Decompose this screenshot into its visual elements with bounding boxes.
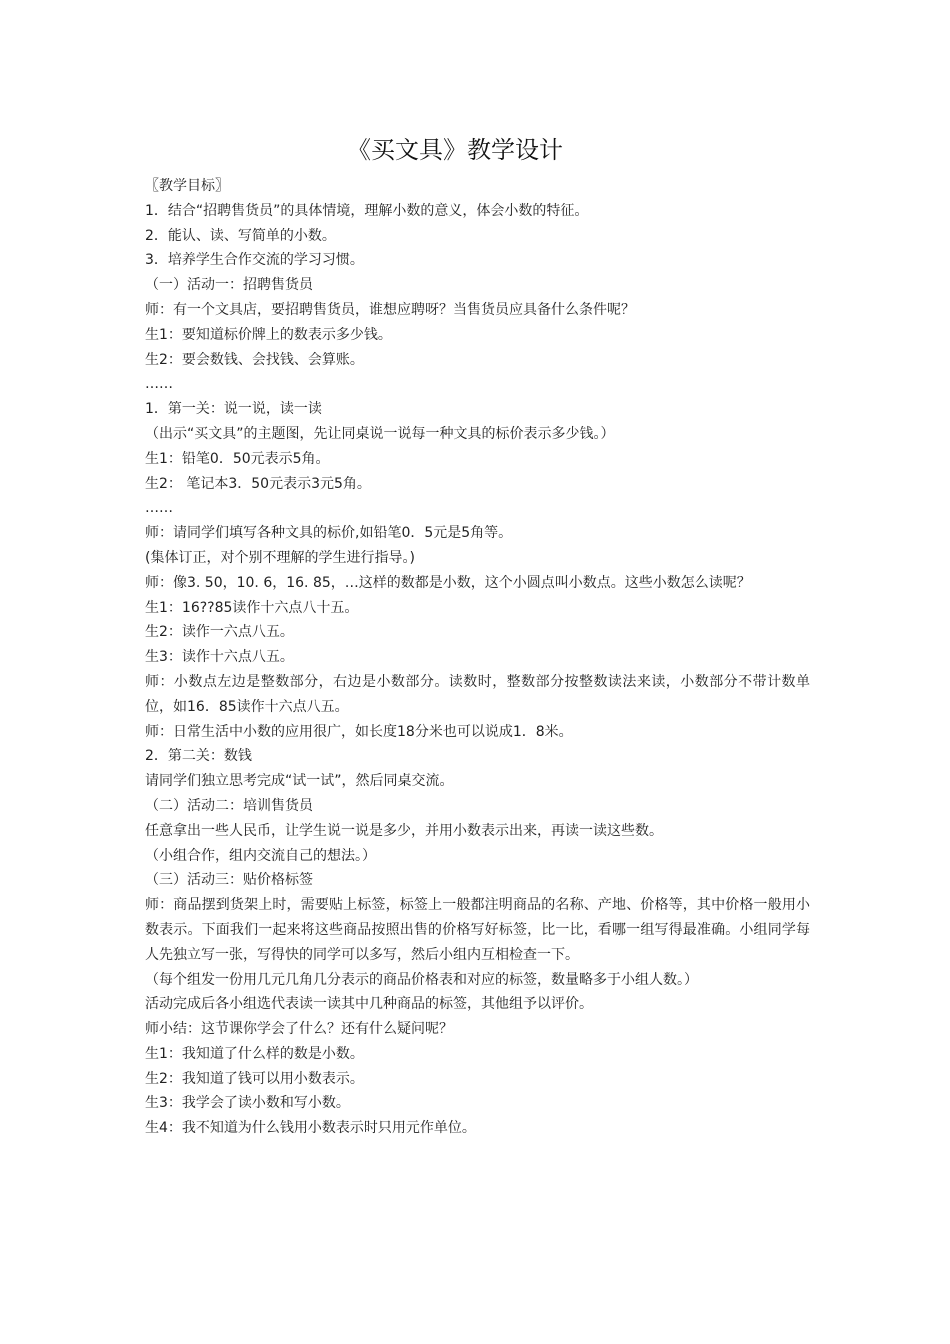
paragraph: 师：请同学们填写各种文具的标价,如铅笔0．5元是5角等。 xyxy=(145,525,513,542)
paragraph: （出示“买文具”的主题图，先让同桌说一说每一种文具的标价表示多少钱。） xyxy=(145,425,615,442)
paragraph: 师：小数点左边是整数部分，右边是小数部分。读数时，整数部分按整数读法来读，小数部分不带计数单位，如16．85读作十六点八五。 xyxy=(145,673,810,715)
ellipsis: …… xyxy=(145,376,173,393)
paragraph: 师：像3. 50，10. 6，16. 85，…这样的数都是小数，这个小圆点叫小数点。这些小数怎么读呢？ xyxy=(145,574,751,591)
paragraph: 师小结：这节课你学会了什么？还有什么疑问呢？ xyxy=(145,1021,453,1038)
paragraph: 师：日常生活中小数的应用很广，如长度18分米也可以说成1．8米。 xyxy=(145,723,573,740)
paragraph: 生2：要会数钱、会找钱、会算账。 xyxy=(145,351,364,368)
paragraph: 生1：我知道了什么样的数是小数。 xyxy=(145,1045,364,1062)
paragraph: 请同学们独立思考完成“试一试”，然后同桌交流。 xyxy=(145,773,454,790)
paragraph: 生1：铅笔0．50元表示5角。 xyxy=(145,450,330,467)
paragraph: 生1：16??85读作十六点八十五。 xyxy=(145,599,359,616)
paragraph: 任意拿出一些人民币，让学生说一说是多少，并用小数表示出来，再读一读这些数。 xyxy=(145,822,663,839)
section-heading-objectives: 〖教学目标〗 xyxy=(145,178,229,194)
activity-1-heading: （一）活动一：招聘售货员 xyxy=(145,277,313,294)
paragraph: （小组合作，组内交流自己的想法。） xyxy=(145,847,376,864)
objective-2: 2．能认、读、写简单的小数。 xyxy=(145,227,336,244)
ellipsis: …… xyxy=(145,500,173,517)
paragraph: 活动完成后各小组选代表读一读其中几种商品的标签，其他组予以评价。 xyxy=(145,996,593,1013)
paragraph: 生2： 笔记本3．50元表示3元5角。 xyxy=(145,475,371,492)
document-body xyxy=(145,174,810,1141)
paragraph: 生4：我不知道为什么钱用小数表示时只用元作单位。 xyxy=(145,1120,476,1137)
document-title: 《买文具》教学设计 xyxy=(347,136,563,164)
activity-2-heading: （二）活动二：培训售货员 xyxy=(145,797,313,814)
paragraph: 师：商品摆到货架上时，需要贴上标签，标签上一般都注明商品的名称、产地、价格等，其中价格一般用小数表示。下面我们一起来将这些商品按照出售的价格写好标签，比一比，看哪一组写得最准确。小组同学每人先独立写一张，写得快的同学可以多写，然后小组内互相检查一下。 xyxy=(145,897,810,963)
paragraph: 生3：我学会了读小数和写小数。 xyxy=(145,1095,350,1112)
activity-3-heading: （三）活动三：贴价格标签 xyxy=(145,872,313,889)
objective-3: 3．培养学生合作交流的学习习惯。 xyxy=(145,252,364,269)
paragraph: 师：有一个文具店，要招聘售货员，谁想应聘呀？当售货员应具备什么条件呢？ xyxy=(145,301,635,318)
paragraph: 生2：读作一六点八五。 xyxy=(145,624,294,641)
stage-2-heading: 2．第二关：数钱 xyxy=(145,748,252,765)
paragraph: （每个组发一份用几元几角几分表示的商品价格表和对应的标签，数量略多于小组人数。） xyxy=(145,971,698,988)
paragraph: 生2：我知道了钱可以用小数表示。 xyxy=(145,1070,364,1087)
paragraph: 生1：要知道标价牌上的数表示多少钱。 xyxy=(145,326,392,343)
paragraph: 生3：读作十六点八五。 xyxy=(145,649,294,666)
stage-1-heading: 1．第一关：说一说，读一读 xyxy=(145,401,322,418)
objective-1: 1．结合“招聘售货员”的具体情境，理解小数的意义，体会小数的特征。 xyxy=(145,202,589,219)
paragraph: (集体订正，对个别不理解的学生进行指导。) xyxy=(145,549,415,566)
